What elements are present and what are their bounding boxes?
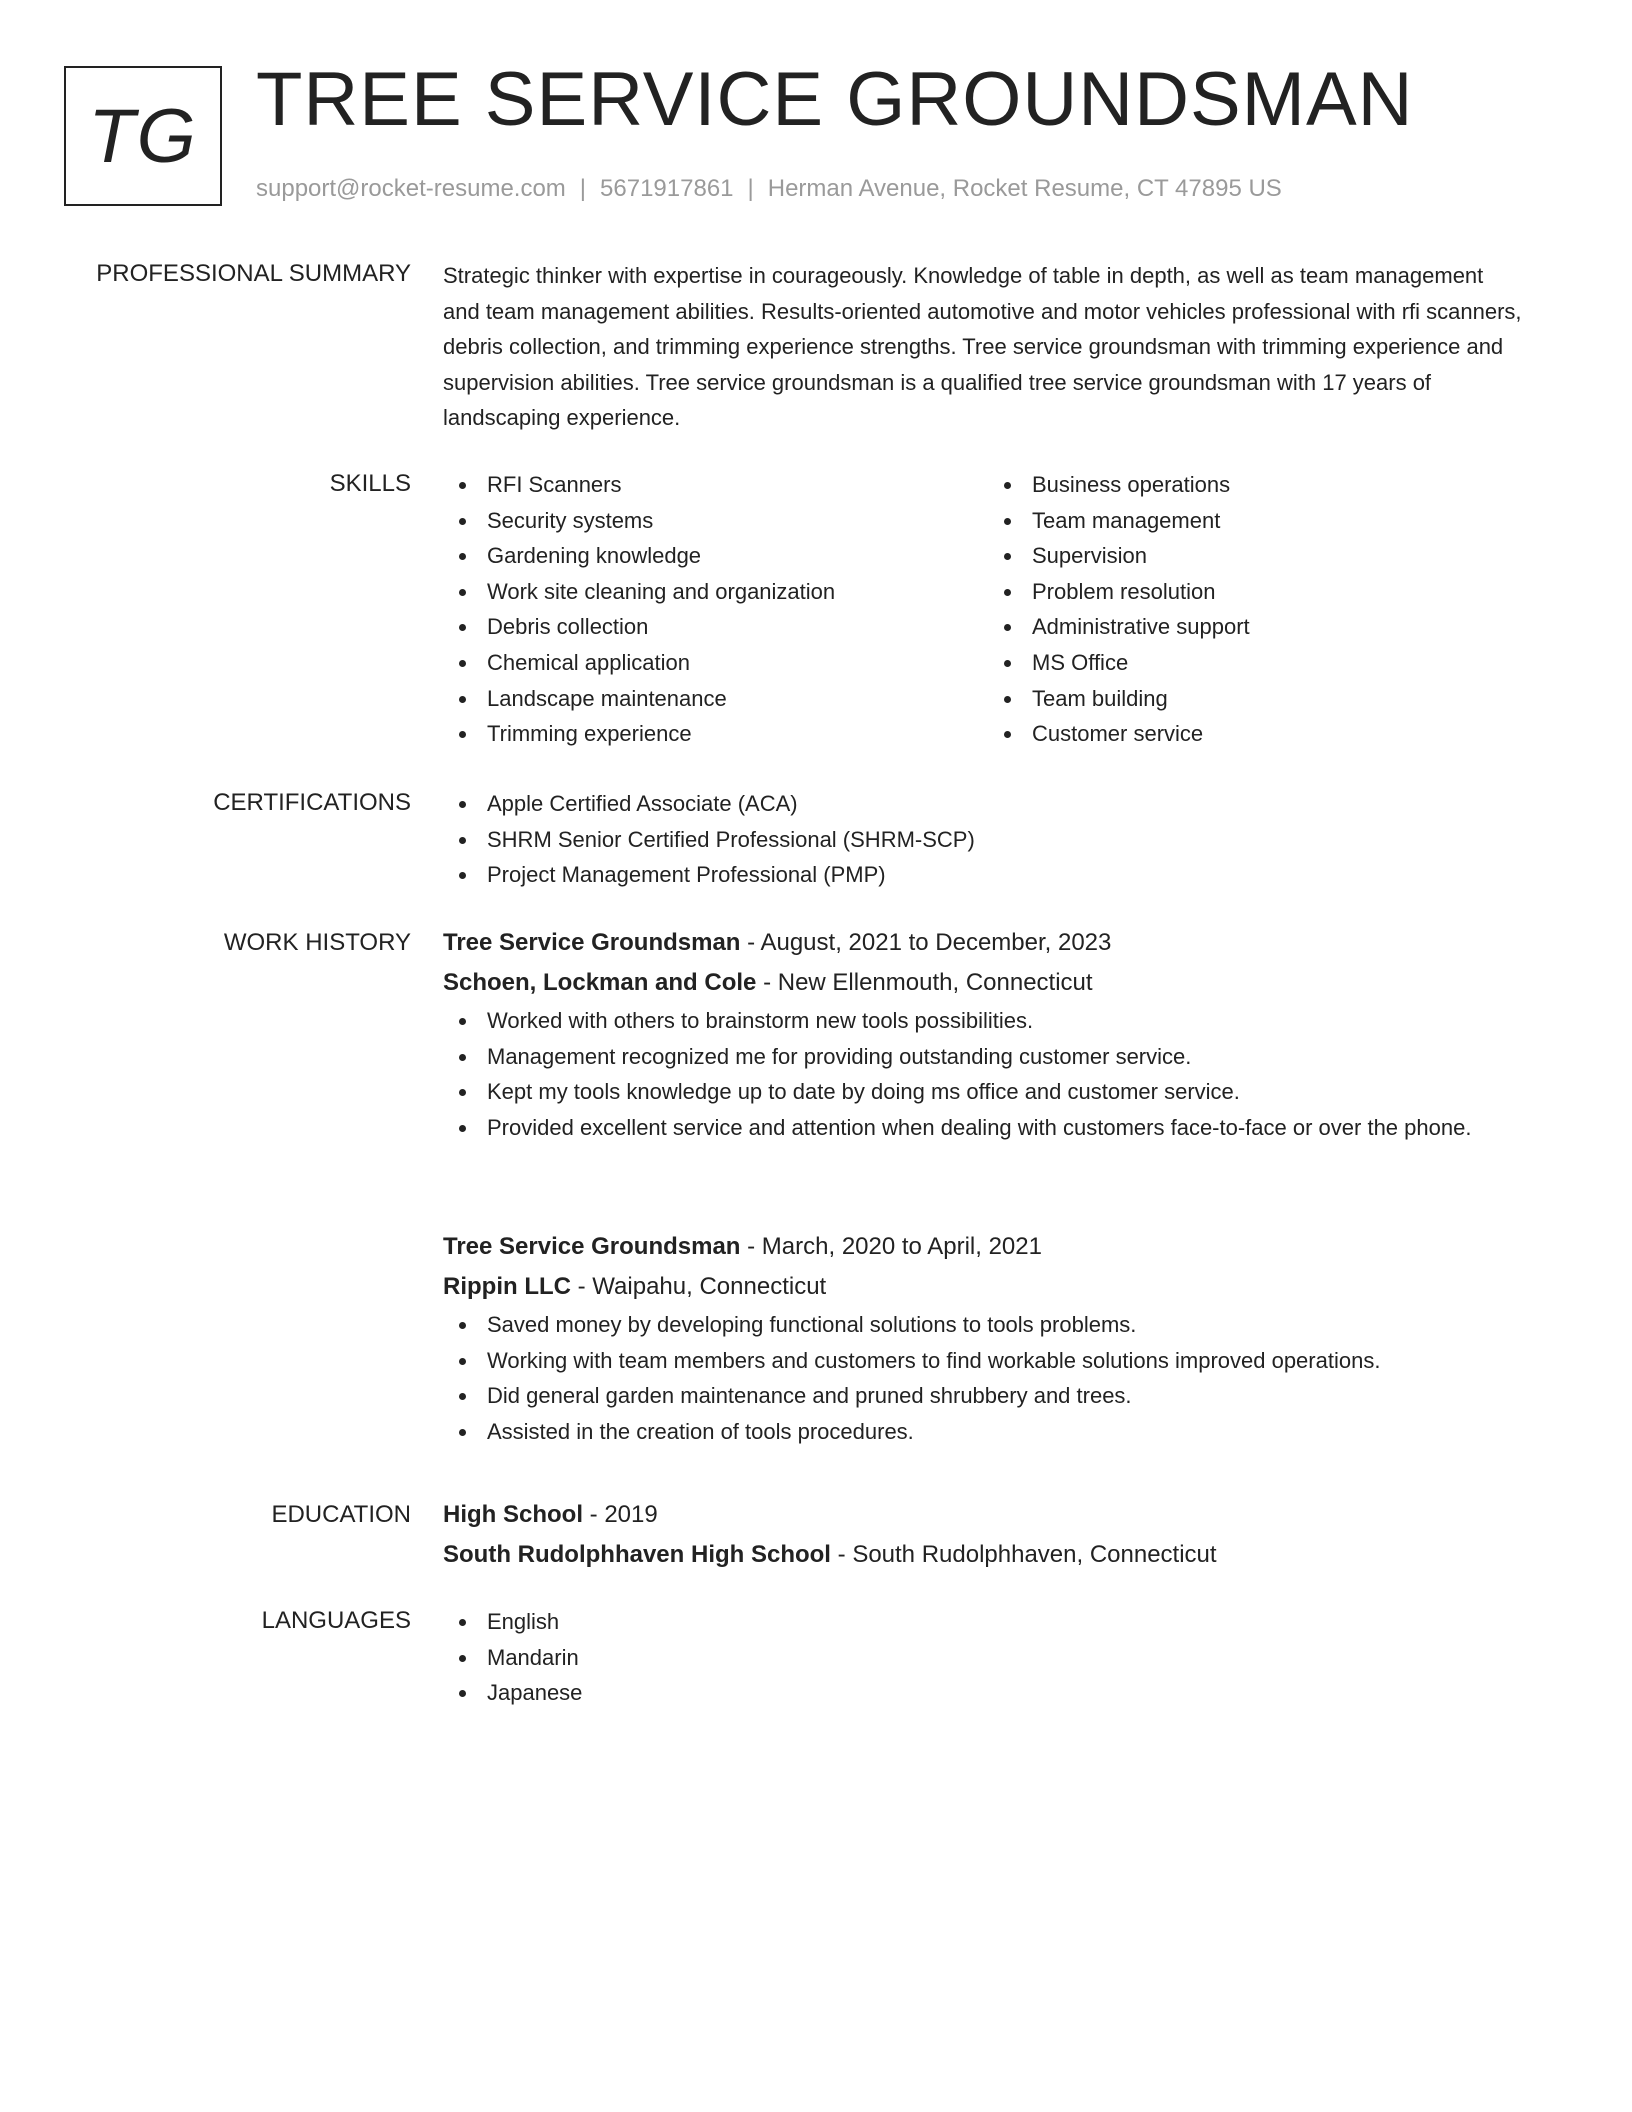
list-item: Gardening knowledge	[443, 538, 988, 574]
job-title: Tree Service Groundsman	[443, 1233, 741, 1260]
section-label-certifications: CERTIFICATIONS	[213, 789, 411, 816]
list-item: Assisted in the creation of tools procedures.	[443, 1414, 1523, 1450]
certifications-section	[443, 786, 1523, 893]
education-year: - 2019	[583, 1501, 658, 1528]
contact-address: Herman Avenue, Rocket Resume, CT 47895 US	[767, 175, 1282, 202]
job-duties-list	[443, 1307, 1523, 1449]
certifications-list	[443, 786, 1523, 893]
job-location: - Waipahu, Connecticut	[570, 1273, 827, 1300]
education-section	[443, 1495, 1523, 1575]
list-item: Team building	[988, 681, 1250, 717]
education-location: - South Rudolphhaven, Connecticut	[830, 1541, 1217, 1568]
job-title: Tree Service Groundsman	[443, 929, 741, 956]
education-degree: High School	[443, 1501, 583, 1528]
list-item: Landscape maintenance	[443, 681, 988, 717]
job-dates: - March, 2020 to April, 2021	[740, 1233, 1042, 1260]
list-item: Mandarin	[443, 1640, 1523, 1676]
job-title-line	[443, 923, 1523, 963]
list-item: Debris collection	[443, 609, 988, 645]
list-item: Apple Certified Associate (ACA)	[443, 786, 1523, 822]
education-school: South Rudolphhaven High School	[443, 1541, 831, 1568]
list-item: Customer service	[988, 716, 1250, 752]
list-item: SHRM Senior Certified Professional (SHRM-SCP)	[443, 822, 1523, 858]
contact-phone: 5671917861	[600, 175, 734, 202]
job-company: Schoen, Lockman and Cole	[443, 969, 757, 996]
job-location: - New Ellenmouth, Connecticut	[756, 969, 1093, 996]
list-item: Worked with others to brainstorm new tools possibilities.	[443, 1003, 1523, 1039]
skills-columns	[443, 467, 1523, 752]
job-entry	[443, 923, 1523, 1145]
job-duties-list	[443, 1003, 1523, 1145]
list-item: Provided excellent service and attention when dealing with customers face-to-face or over the phone.	[443, 1110, 1523, 1146]
languages-section	[443, 1604, 1523, 1711]
list-item: Team management	[988, 503, 1250, 539]
education-school-line	[443, 1535, 1523, 1575]
contact-separator: |	[579, 175, 587, 202]
list-item: Working with team members and customers to find workable solutions improved operations.	[443, 1343, 1523, 1379]
list-item: Kept my tools knowledge up to date by doing ms office and customer service.	[443, 1074, 1523, 1110]
skills-section	[443, 467, 1523, 752]
skills-list-right	[988, 467, 1250, 752]
list-item: Chemical application	[443, 645, 988, 681]
job-entry	[443, 1227, 1523, 1449]
list-item: Problem resolution	[988, 574, 1250, 610]
list-item: Project Management Professional (PMP)	[443, 857, 1523, 893]
job-dates: - August, 2021 to December, 2023	[740, 929, 1112, 956]
monogram-logo: TG	[64, 66, 222, 206]
list-item: Supervision	[988, 538, 1250, 574]
list-item: Did general garden maintenance and pruned shrubbery and trees.	[443, 1378, 1523, 1414]
list-item: Saved money by developing functional solutions to tools problems.	[443, 1307, 1523, 1343]
list-item: Security systems	[443, 503, 988, 539]
section-label-summary: PROFESSIONAL SUMMARY	[96, 260, 411, 287]
contact-email: support@rocket-resume.com	[256, 175, 566, 202]
list-item: Japanese	[443, 1675, 1523, 1711]
skills-list-left	[443, 467, 988, 752]
job-company-line	[443, 963, 1523, 1003]
summary-section	[443, 258, 1523, 436]
education-degree-line	[443, 1495, 1523, 1535]
languages-list	[443, 1604, 1523, 1711]
job-title-line	[443, 1227, 1523, 1267]
list-item: Business operations	[988, 467, 1250, 503]
job-company-line	[443, 1267, 1523, 1307]
job-company: Rippin LLC	[443, 1273, 571, 1300]
list-item: Work site cleaning and organization	[443, 574, 988, 610]
section-label-work-history: WORK HISTORY	[223, 929, 411, 956]
candidate-name: TREE SERVICE GROUNDSMAN	[256, 57, 1414, 142]
contact-line	[256, 174, 1282, 204]
list-item: Management recognized me for providing outstanding customer service.	[443, 1039, 1523, 1075]
list-item: RFI Scanners	[443, 467, 988, 503]
contact-separator: |	[747, 175, 754, 202]
summary-text: Strategic thinker with expertise in courageously. Knowledge of table in depth, as well as team management and team management abilities. Results-oriented automotive and motor vehicles professional with rfi scanners, debris collection, and trimming experience strengths. Tree service groundsman with trimming experience and supervision abilities. Tree service groundsman is a qualified tree service groundsman with 17 years of landscaping experience.	[443, 263, 1522, 431]
section-label-languages: LANGUAGES	[261, 1607, 411, 1634]
section-label-skills: SKILLS	[329, 470, 411, 497]
list-item: English	[443, 1604, 1523, 1640]
list-item: MS Office	[988, 645, 1250, 681]
list-item: Administrative support	[988, 609, 1250, 645]
section-label-education: EDUCATION	[271, 1501, 411, 1528]
list-item: Trimming experience	[443, 716, 988, 752]
